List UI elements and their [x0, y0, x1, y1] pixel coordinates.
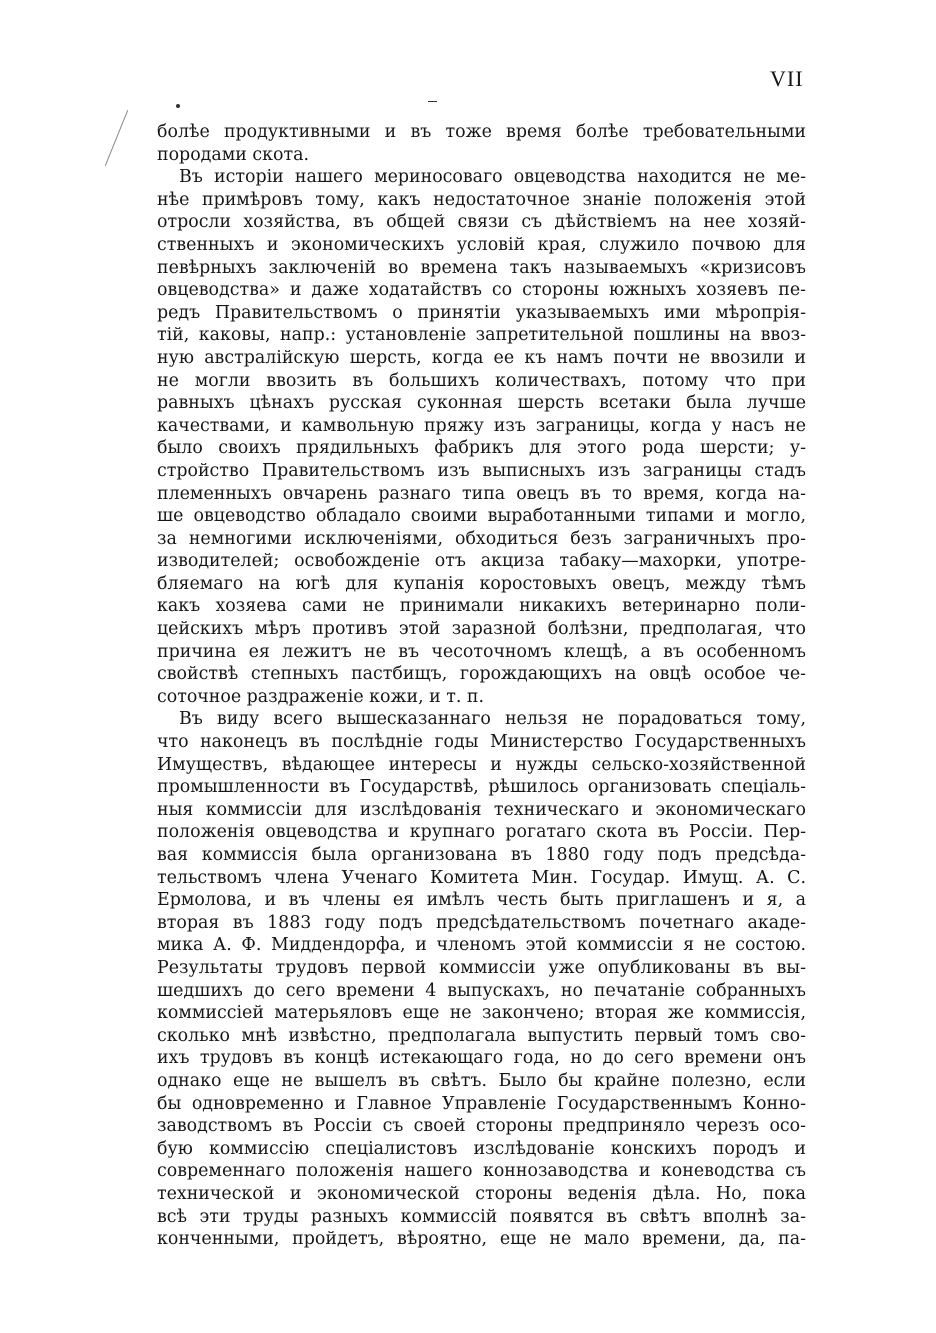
text-line: конченными, пройдетъ, вѣроятно, еще не мало времени, да, па-	[157, 1229, 806, 1250]
text-line: мика А. Ф. Миддендорфа, и членомъ этой коммиссіи я не состою.	[157, 935, 806, 956]
scan-mark	[105, 110, 128, 166]
text-line: бляемаго на югѣ для купанія коростовыхъ овецъ, между тѣмъ	[157, 573, 806, 594]
text-line: ихъ трудовъ въ концѣ истекающаго года, но до сего времени онъ	[157, 1048, 806, 1069]
text-line: ную австралійскую шерсть, когда ее къ намъ почти не ввозили и	[157, 347, 806, 368]
text-line: певѣрныхъ заключеній во времена такъ называемыхъ «кризисовъ	[157, 257, 806, 278]
text-line: Въ виду всего вышесказаннаго нельзя не порадоваться тому,	[179, 709, 806, 730]
text-line: качествами, и камвольную пряжу изъ заграницы, когда у насъ не	[157, 415, 806, 436]
text-line: ныя коммиссіи для изслѣдованія техническаго и экономическаго	[157, 799, 806, 820]
text-line: нѣе примѣровъ тому, какъ недостаточное знаніе положенія этой	[157, 189, 806, 210]
text-line: равныхъ цѣнахъ русская суконная шерсть всетаки была лучше	[157, 393, 806, 414]
text-line: овцеводства» и даже ходатайствъ со стороны южныхъ хозяевъ пе-	[157, 280, 806, 301]
page-number: VII	[770, 66, 804, 91]
text-line: что наконецъ въ послѣдніе годы Министерство Государственныхъ	[157, 732, 806, 753]
text-line: положенія овцеводства и крупнаго рогатаго скота въ Россіи. Пер-	[157, 822, 806, 843]
text-line: Ермолова, и въ члены ея имѣлъ честь быть приглашенъ и я, а	[157, 890, 806, 911]
text-line: за немногими исключеніями, обходиться безъ заграничныхъ про-	[157, 528, 806, 549]
text-line: ственныхъ и экономическихъ условій края, служило почвою для	[157, 234, 806, 255]
text-line: промышленности въ Государствѣ, рѣшилось организовать спеціаль-	[157, 777, 806, 798]
text-line: однако еще не вышелъ въ свѣтъ. Было бы крайне полезно, если	[157, 1070, 806, 1091]
text-line: болѣе продуктивными и въ тоже время болѣе требовательными	[157, 122, 806, 142]
text-line: изводителей; освобожденіе отъ акциза табаку—махорки, употре-	[157, 551, 806, 572]
text-line: всѣ эти труды разныхъ коммиссій появятся въ свѣтъ вполнѣ за-	[157, 1206, 806, 1227]
text-line: цейскихъ мѣръ противъ этой заразной болѣзни, предполагая, что	[157, 619, 806, 640]
text-line: причина ея лежитъ не въ чесоточномъ клещѣ, а въ особенномъ	[157, 641, 806, 662]
text-line: не могли ввозить въ большихъ количествахъ, потому что при	[157, 370, 806, 391]
text-line: Въ исторіи нашего мериносоваго овцеводства находится не мe-	[179, 167, 806, 188]
text-line: породами скота.	[157, 144, 309, 165]
text-line: Результаты трудовъ первой коммиссіи уже опубликованы въ вы-	[157, 957, 806, 978]
text-line: тій, каковы, напр.: установленіе запретительной пошлины на ввоз-	[157, 325, 806, 346]
scan-mark	[176, 104, 180, 108]
text-line: ше овцеводство обладало своими выработанными типами и могло,	[157, 506, 806, 527]
text-line: было своихъ прядильныхъ фабрикъ для этого рода шерсти; у-	[157, 438, 806, 459]
text-line: редъ Правительствомъ о принятіи указываемыхъ ими мѣропрія-	[157, 302, 806, 323]
scan-mark	[428, 101, 437, 102]
text-line: свойствѣ степныхъ пастбищъ, горождающихъ на овцѣ особое че-	[157, 664, 806, 685]
text-line: какъ хозяева сами не принимали никакихъ ветеринарно поли-	[157, 596, 806, 617]
body-text	[157, 121, 806, 1251]
text-line: вая коммиссія была организована въ 1880 году подъ предсѣда-	[157, 845, 806, 865]
text-line: бы одновременно и Главное Управленіе Государственнымъ Конно-	[157, 1093, 806, 1114]
text-line: сколько мнѣ извѣстно, предполагала выпустить первый томъ сво-	[157, 1025, 806, 1046]
text-line: современнаго положенія нашего коннозаводства и коневодства съ	[157, 1161, 806, 1182]
text-line: бую коммиссію спеціалистовъ изслѣдованіе конскихъ породъ и	[157, 1138, 806, 1159]
text-line: шедшихъ до сего времени 4 выпускахъ, но печатаніе собранныхъ	[157, 980, 806, 1001]
text-line: племенныхъ овчарень разнаго типа овецъ въ то время, когда на-	[157, 483, 806, 504]
text-line: соточное раздраженіе кожи, и т. п.	[157, 686, 485, 707]
text-line: тельствомъ члена Ученаго Комитета Мин. Государ. Имущ. А. С.	[157, 867, 806, 888]
text-line: коммиссіей матерьяловъ еще не закончено; вторая же коммиссія,	[157, 1003, 806, 1024]
text-line: заводствомъ въ Россіи съ своей стороны предприняло черезъ осо-	[157, 1116, 806, 1137]
text-line: вторая въ 1883 году подъ предсѣдательствомъ почетнаго акаде-	[157, 912, 806, 933]
text-line: отросли хозяйства, въ общей связи съ дѣйствіемъ на нее хозяй-	[157, 212, 806, 233]
text-line: Имуществъ, вѣдающее интересы и нужды сельско-хозяйственной	[157, 754, 806, 775]
text-line: технической и экономической стороны веденія дѣла. Но, пока	[157, 1183, 806, 1204]
text-line: стройство Правительствомъ изъ выписныхъ изъ заграницы стадъ	[157, 460, 806, 481]
